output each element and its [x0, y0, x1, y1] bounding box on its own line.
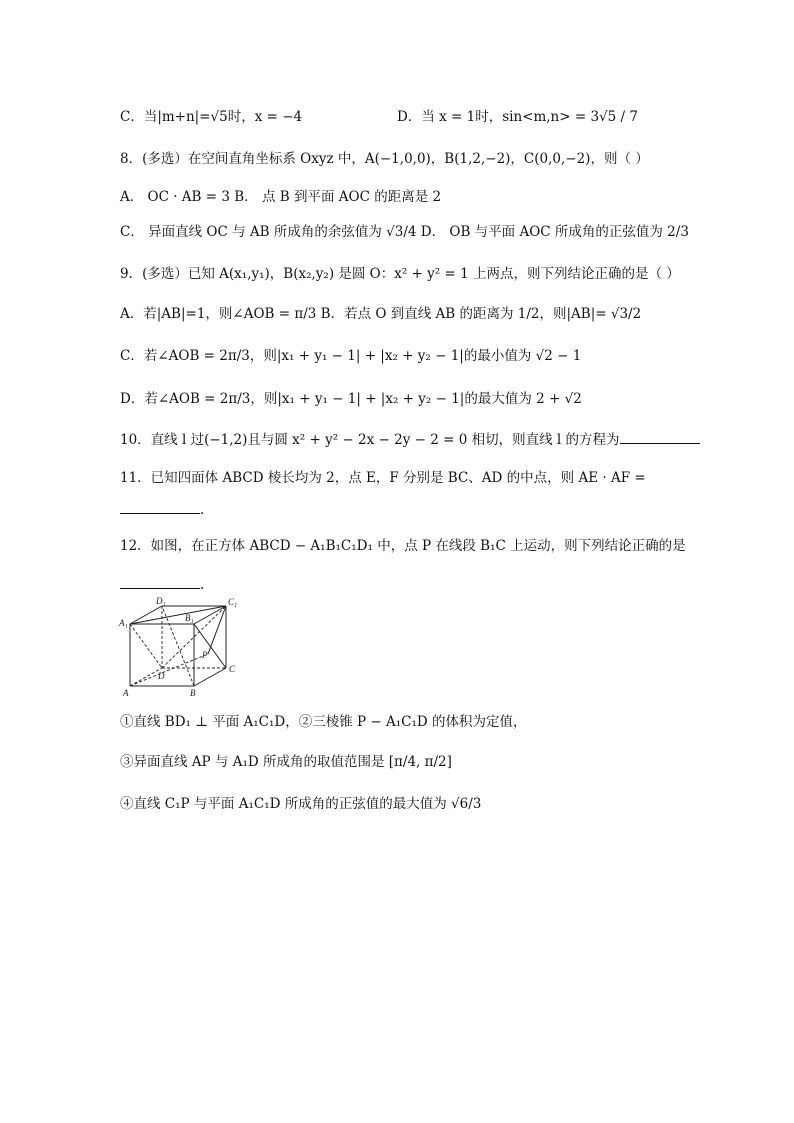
cube-diagram [118, 596, 242, 698]
diag-b1-c [194, 624, 226, 668]
q9-option-d: D．若∠AOB = 2π/3，则|x₁ + y₁ − 1| + |x₂ + y₂ − 1|的最大值为 2 + √2 [120, 391, 582, 407]
q9-option-c: C．若∠AOB = 2π/3，则|x₁ + y₁ − 1| + |x₂ + y₂ − 1|的最小值为 √2 − 1 [120, 348, 582, 364]
seg-c1-p [208, 606, 226, 654]
edge-b-c [194, 668, 226, 686]
q12-statement-4: ④直线 C₁P 与平面 A₁C₁D 所成角的正弦值的最大值为 √6/3 [120, 796, 482, 812]
q10-stem-row [120, 430, 700, 450]
label-a1: A₁ [119, 618, 128, 628]
q10-answer-blank[interactable] [620, 431, 700, 444]
q8-options-a-b: A． OC · AB = 3 B． 点 B 到平面 AOC 的距离是 2 [120, 189, 442, 205]
diag-a1-c1 [130, 606, 226, 624]
hidden-diag-a1-d [130, 624, 162, 668]
label-p: P [202, 650, 208, 660]
q12-stem: 12．如图，在正方体 ABCD − A₁B₁C₁D₁ 中，点 P 在线段 B₁C 上运动，则下列结论正确的是 [120, 538, 686, 554]
q12-statement-1-2: ①直线 BD₁ ⊥ 平面 A₁C₁D，②三棱锥 P − A₁C₁D 的体积为定值， [120, 714, 527, 730]
q7-option-c: C．当|m+n|=√5时，x = −4 [120, 109, 303, 125]
q8-options-c-d: C． 异面直线 OC 与 AB 所成角的余弦值为 √3/4 D． OB 与平面 AOC 所成角的正弦值为 2/3 [120, 224, 689, 240]
label-c: C [229, 664, 236, 674]
q12-answer-row: . [120, 575, 204, 595]
q9-stem: 9．(多选）已知 A(x₁,y₁)，B(x₂,y₂) 是圆 O：x² + y² = 1 上两点，则下列结论正确的是（ ） [120, 266, 680, 282]
label-d1: D₁ [156, 596, 166, 606]
label-d: D [158, 671, 165, 681]
q12-statement-3: ③异面直线 AP 与 A₁D 所成角的取值范围是 [π/4, π/2] [120, 754, 452, 770]
label-a: A [123, 688, 129, 698]
q7-option-d: D．当 x = 1时，sin<m,n> = 3√5 / 7 [397, 109, 638, 125]
label-b1: B₁ [185, 613, 194, 623]
label-b: B [190, 688, 196, 698]
label-c1: C₁ [228, 597, 238, 607]
hidden-seg-a-p [130, 654, 208, 686]
q12-answer-blank[interactable] [120, 576, 200, 589]
q11-answer-blank[interactable] [120, 501, 200, 514]
cube-figure [118, 596, 242, 702]
q11-stem: 11．已知四面体 ABCD 棱长均为 2，点 E，F 分别是 BC、AD 的中点，则 AE · AF = [120, 470, 646, 486]
q9-options-a-b: A．若|AB|=1，则∠AOB = π/3 B．若点 O 到直线 AB 的距离为 1/2，则|AB|= √3/2 [120, 306, 642, 322]
q8-stem: 8．(多选）在空间直角坐标系 Oxyz 中，A(−1,0,0)，B(1,2,−2)，C(0,0,−2)，则（ ） [120, 151, 649, 167]
q10-stem: 10．直线 l 过(−1,2)且与圆 x² + y² − 2x − 2y − 2 = 0 相切，则直线 l 的方程为 [120, 432, 620, 448]
q11-answer-row: . [120, 500, 204, 520]
